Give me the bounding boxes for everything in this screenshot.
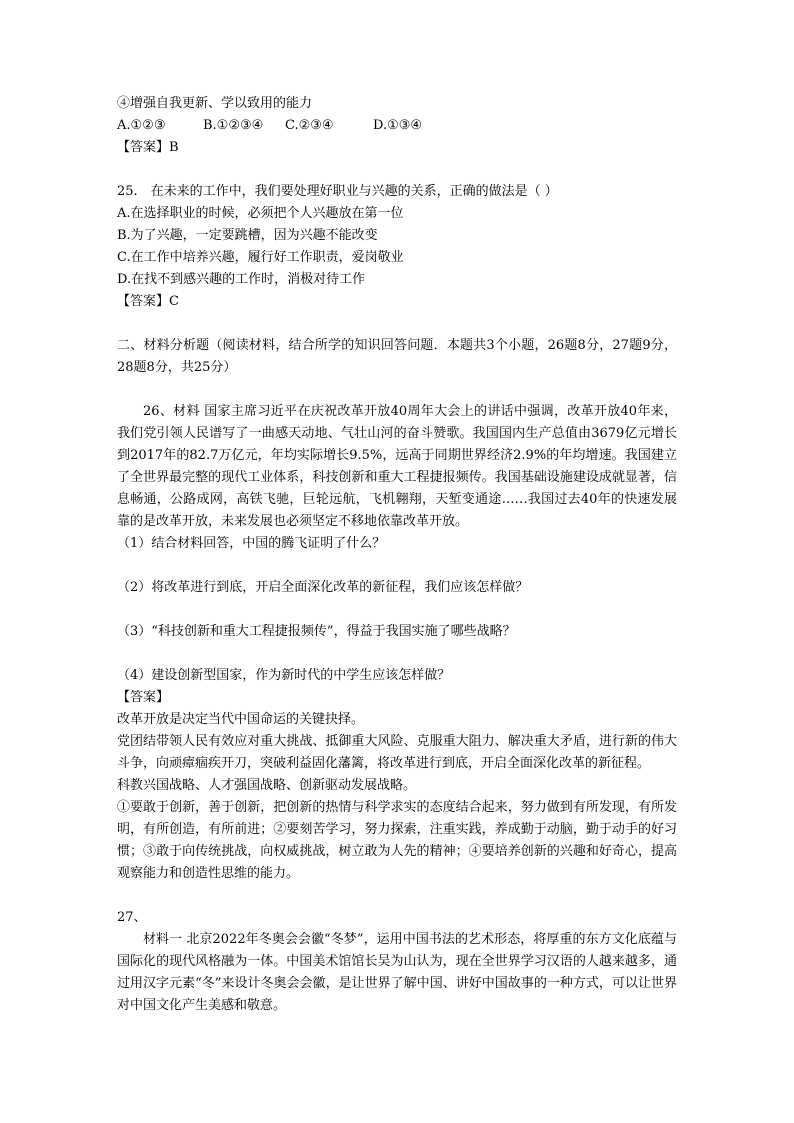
spacer [117, 313, 677, 335]
q25-option-d: D.在找不到感兴趣的工作时，消极对待工作 [117, 272, 366, 287]
q24-option-a: A.①②③ [117, 118, 166, 133]
q24-options [117, 115, 677, 137]
q27-material-1: 材料一 北京2022年冬奥会会徽“冬梦”，运用中国书法的艺术形态，将厚重的东方文化底蕴与国际化的现代风格融为一体。中国美术馆馆长吴为山认为，现在全世界学习汉语的人越来越多，通过用汉字元素“冬”来设计冬奥会会徽，是让世界了解中国、讲好中国故事的一种方式，可以让世界对中国文化产生美感和敬意。 [117, 932, 677, 1013]
document-page [117, 93, 677, 1017]
q26-material: 26、材料 国家主席习近平在庆祝改革开放40周年大会上的讲话中强调，改革开放40年来，我们党引领人民谱写了一曲感天动地、气壮山河的奋斗赞歌。我国国内生产总值由3679亿元增长到2017年的82.7万亿元，年均实际增长9.5%，远高于同期世界经济2.9%的年均增速。我国建立了全世界最完整的现代工业体系，科技创新和重大工程捷报频传。我国基础设施建设成就显著，信息畅通，公路成网，高铁飞驰，巨轮远航，飞机翱翔，天堑变通途……我国过去40年的快速发展靠的是改革开放，未来发展也必须坚定不移地依靠改革开放。 [117, 404, 677, 529]
q26-question-4: （4）建设创新型国家，作为新时代的中学生应该怎样做？ [117, 668, 451, 683]
q26-answer-label: 【答案】 [117, 690, 170, 705]
spacer [117, 643, 677, 665]
q26-answer-3: 科教兴国战略、人才强国战略、创新驱动发展战略。 [117, 778, 417, 793]
spacer [117, 555, 677, 577]
q26-question-1: （1）结合材料回答，中国的腾飞证明了什么？ [117, 536, 386, 551]
q25-stem: 25. 在未来的工作中，我们要处理好职业与兴趣的关系，正确的做法是（ ） [117, 184, 558, 199]
q27-number: 27、 [117, 910, 147, 925]
spacer [117, 885, 677, 907]
q24-answer: 【答案】B [117, 140, 179, 155]
section-2-heading: 二、材料分析题（阅读材料，结合所学的知识回答问题．本题共3个小题，26题8分，27题9分，28题8分，共25分） [117, 338, 677, 375]
q26-answer-2: 党团结带领人民有效应对重大挑战、抵御重大风险、克服重大阻力、解决重大矛盾，进行新的伟大斗争，向顽瘴痼疾开刀，突破利益固化藩篱，将改革进行到底，开启全面深化改革的新征程。 [117, 734, 677, 771]
q25-option-c: C.在工作中培养兴趣，履行好工作职责，爱岗敬业 [117, 250, 404, 265]
q26-question-3: （3）“科技创新和重大工程捷报频传”，得益于我国实施了哪些战略？ [117, 624, 516, 639]
q25-answer: 【答案】C [117, 294, 179, 309]
q24-option-b: B.①②③④ [203, 118, 264, 133]
q25-option-a: A.在选择职业的时候，必须把个人兴趣放在第一位 [117, 206, 404, 221]
q26-question-2: （2）将改革进行到底，开启全面深化改革的新征程，我们应该怎样做？ [117, 580, 529, 595]
q26-answer-4: ①要敢于创新，善于创新，把创新的热情与科学求实的态度结合起来，努力做到有所发现，有所发明，有所创造，有所前进；②要刻苦学习，努力探索，注重实践，养成勤于动脑，勤于动手的好习惯；③敢于向传统挑战，向权威挑战，树立敢为人先的精神；④要培养创新的兴趣和好奇心，提高观察能力和创造性思维的能力。 [117, 800, 677, 881]
spacer [117, 159, 677, 181]
q26-answer-1: 改革开放是决定当代中国命运的关键抉择。 [117, 712, 365, 727]
q24-option-c: C.②③④ [285, 118, 334, 133]
q24-option-d: D.①③④ [373, 118, 423, 133]
q25-option-b: B.为了兴趣，一定要跳槽，因为兴趣不能改变 [117, 228, 378, 243]
q24-item-4: ④增强自我更新、学以致用的能力 [117, 96, 313, 111]
spacer [117, 599, 677, 621]
spacer [117, 379, 677, 401]
